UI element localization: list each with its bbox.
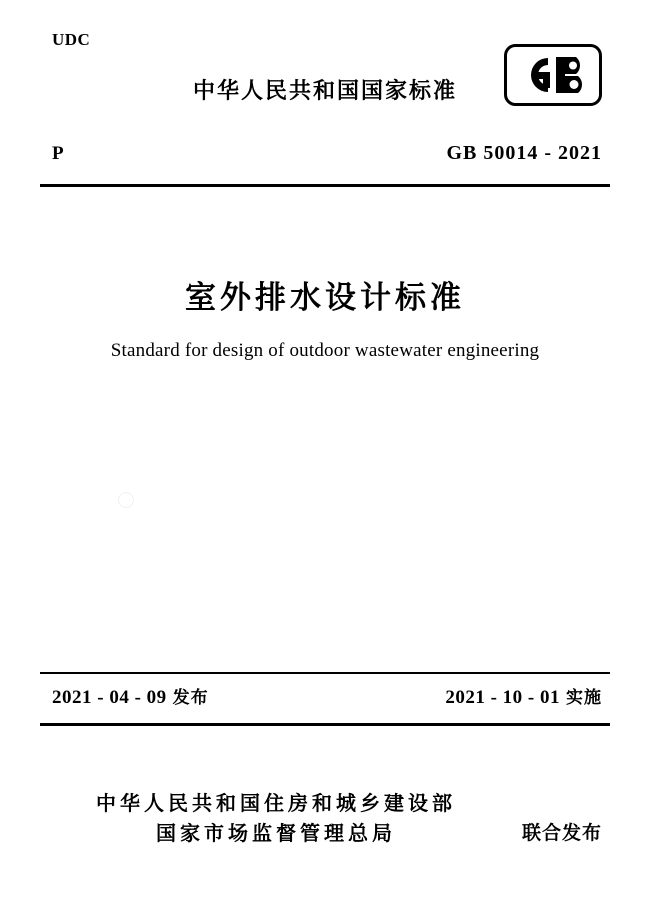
gb-logo-icon	[504, 44, 602, 106]
issue-date-block	[52, 683, 209, 709]
divider-top	[40, 184, 610, 187]
publisher-line-2: 国家市场监督管理总局	[156, 821, 396, 845]
joint-issue-label: 联合发布	[521, 822, 602, 844]
publisher-names	[56, 788, 496, 848]
effective-date-block	[445, 683, 602, 709]
watermark-mark	[118, 492, 134, 508]
document-title-chinese: 室外排水设计标准	[185, 280, 465, 316]
publisher-line-1: 中华人民共和国住房和城乡建设部	[96, 791, 456, 815]
effective-date-label: 实施	[566, 688, 602, 708]
document-title-english: Standard for design of outdoor wastewater engineering	[110, 340, 540, 361]
divider-dates-bottom	[40, 723, 610, 726]
divider-dates-top	[40, 672, 610, 674]
udc-label: UDC	[52, 30, 91, 49]
standard-number: GB 50014 - 2021	[446, 142, 602, 164]
issue-date-label: 发布	[172, 688, 209, 708]
classification-code: P	[52, 143, 64, 164]
effective-date-value: 2021 - 10 - 01	[445, 687, 560, 708]
national-standard-title: 中华人民共和国国家标准	[192, 79, 457, 104]
issue-date-value: 2021 - 04 - 09	[52, 687, 167, 708]
